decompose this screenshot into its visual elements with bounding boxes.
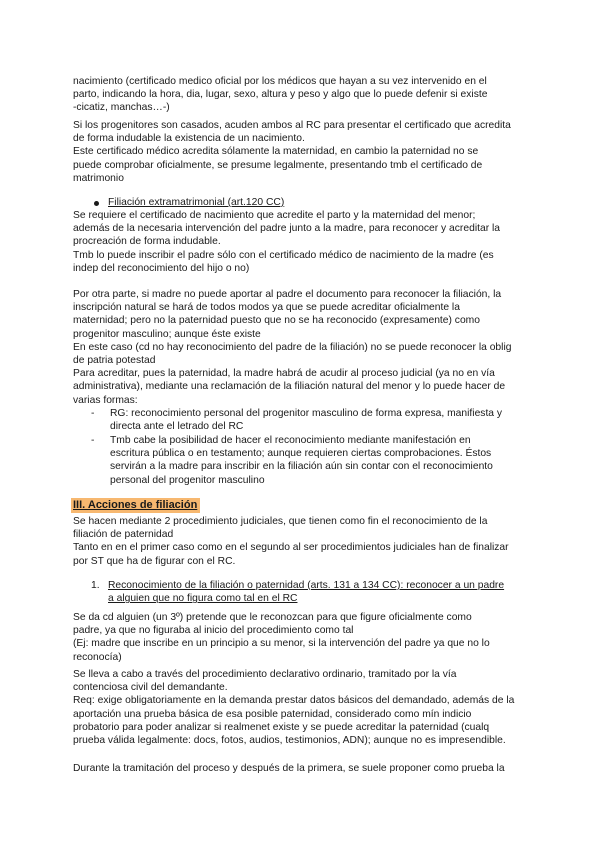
text-line: Si los progenitores son casados, acuden ambos al RC para presentar el certificado que acredita xyxy=(73,120,511,131)
text-line: nacimiento (certificado medico oficial por los médicos que hayan a su vez intervenido en el xyxy=(73,76,487,87)
text-line: Este certificado médico acredita sólamente la maternidad, en cambio la paternidad no se xyxy=(73,146,479,158)
text-line: varias formas: xyxy=(73,394,138,406)
text-line: escritura pública o en testamento; aunque requieren ciertas comprobaciones. Éstos xyxy=(110,448,492,460)
text-line: Por otra parte, si madre no puede aportar al padre el documento para reconocer la filiación, la xyxy=(73,289,502,300)
text-line: servirán a la madre para inscribir en la filiación aún sin contar con el reconocimiento xyxy=(110,461,493,473)
text-line: Tanto en en el primer caso como en el segundo al ser procedimientos judiciales han de finalizar xyxy=(73,542,509,554)
bullet-item-extramatrimonial xyxy=(108,196,528,209)
text-line: RG: reconocimiento personal del progenitor masculino de forma expresa, manifiesta y xyxy=(110,408,503,419)
bullet-label: Filiación extramatrimonial (art.120 CC) xyxy=(108,197,285,208)
text-line: de patria potestad xyxy=(73,355,156,367)
text-line: directa ante el letrado del RC xyxy=(110,421,244,433)
acciones-paragraph xyxy=(73,515,531,568)
text-line: por ST que ha de figurar con el RC. xyxy=(73,555,236,567)
text-line: Req: exige obligatoriamente en la demanda prestar datos básicos del demandado, además de la xyxy=(73,695,515,707)
se-lleva-paragraph xyxy=(73,668,531,747)
intro-paragraph xyxy=(73,75,531,115)
text-line: Se requiere el certificado de nacimiento que acredite el parto y la maternidad del menor; xyxy=(73,210,476,221)
text-line: indep del reconocimiento del hijo o no) xyxy=(73,262,250,274)
text-line: -cicatiz, manchas…-) xyxy=(73,102,170,114)
bullet-icon xyxy=(94,201,99,206)
text-line: Se lleva a cabo a través del procedimiento declarativo ordinario, tramitado por la vía xyxy=(73,669,457,680)
text-line: probatorio para poder analizar si realmenet existe y se puede acreditar la paternidad (cualq xyxy=(73,721,490,733)
casados-paragraph xyxy=(73,119,531,185)
number-marker: 1. xyxy=(91,580,100,591)
text-line: Durante la tramitación del proceso y después de la primera, se suele proponer como prueba la xyxy=(73,763,505,774)
text-line: inscripción natural se hará de todos modos ya que se puede acreditar oficialmente la xyxy=(73,302,460,314)
text-line: padre, ya que no figuraba al inicio del procedimiento como tal xyxy=(73,625,354,637)
section-heading-acciones: III. Acciones de filiación xyxy=(71,498,200,513)
text-line: progenitor masculino; aunque éste existe xyxy=(73,328,261,340)
text-line: Se da cd alguien (un 3º) pretende que le reconozcan para que figure oficialmente como xyxy=(73,612,472,623)
text-line: prueba válida legalmente: docs, fotos, audios, testimonios, ADN); aunque no es impresendible. xyxy=(73,735,506,747)
text-line: Tmb cabe la posibilidad de hacer el reconocimiento mediante manifestación en xyxy=(110,435,471,446)
text-line: matrimonio xyxy=(73,172,124,184)
text-line: Se hacen mediante 2 procedimiento judiciales, que tienen como fin el reconocimiento de la xyxy=(73,516,488,527)
text-line: de forma indudable la existencia de un nacimiento. xyxy=(73,133,305,145)
text-line: administrativa), mediante una reclamación de la filiación natural del menor y lo puede hacer de xyxy=(73,381,506,393)
dash-list-item xyxy=(91,407,530,433)
text-line: a alguien que no figura como tal en el RC xyxy=(108,593,298,605)
text-line: (Ej: madre que inscribe en un principio a su menor, si la intervención del padre ya que no lo xyxy=(73,638,490,650)
se-da-paragraph xyxy=(73,611,531,664)
text-line: Para acreditar, pues la paternidad, la madre habrá de acudir al proceso judicial (ya no en vía xyxy=(73,368,495,380)
dash-marker: - xyxy=(91,408,95,419)
numbered-list-item xyxy=(91,579,528,605)
text-line: aportación una prueba básica de esa posible paternidad, considerado como mín indicio xyxy=(73,708,472,720)
dash-list-item xyxy=(91,434,530,487)
otra-parte-paragraph xyxy=(73,288,531,407)
text-line: Tmb lo puede inscribir el padre sólo con el certificado médico de nacimiento de la madre (es xyxy=(73,249,494,261)
text-line: puede comprobar oficialmente, se presume legalmente, presentando tmb el certificado de xyxy=(73,159,483,171)
text-line: personal del progenitor masculino xyxy=(110,474,265,486)
text-line: filiación de paternidad xyxy=(73,529,174,541)
text-line: procreación de forma indudable. xyxy=(73,236,221,248)
dash-marker: - xyxy=(91,435,95,446)
text-line: maternidad; pero no la paternidad puesto que no se ha reconocido (expresamente) como xyxy=(73,315,480,327)
text-line: En este caso (cd no hay reconocimiento del padre de la filiación) no se puede reconocer la oblig xyxy=(73,341,512,353)
text-line: parto, indicando la hora, dia, lugar, sexo, altura y peso y algo que lo puede defenir si existe xyxy=(73,89,488,101)
text-line: Reconocimiento de la filiación o paternidad (arts. 131 a 134 CC): reconocer a un padre xyxy=(108,580,505,591)
extramatrimonial-paragraph xyxy=(73,209,531,275)
durante-paragraph xyxy=(73,762,531,775)
text-line: contenciosa civil del demandante. xyxy=(73,682,228,694)
text-line: además de la necesaria intervención del padre junto a la madre, para reconocer y acreditar la xyxy=(73,223,500,235)
text-line: reconocía) xyxy=(73,651,122,663)
